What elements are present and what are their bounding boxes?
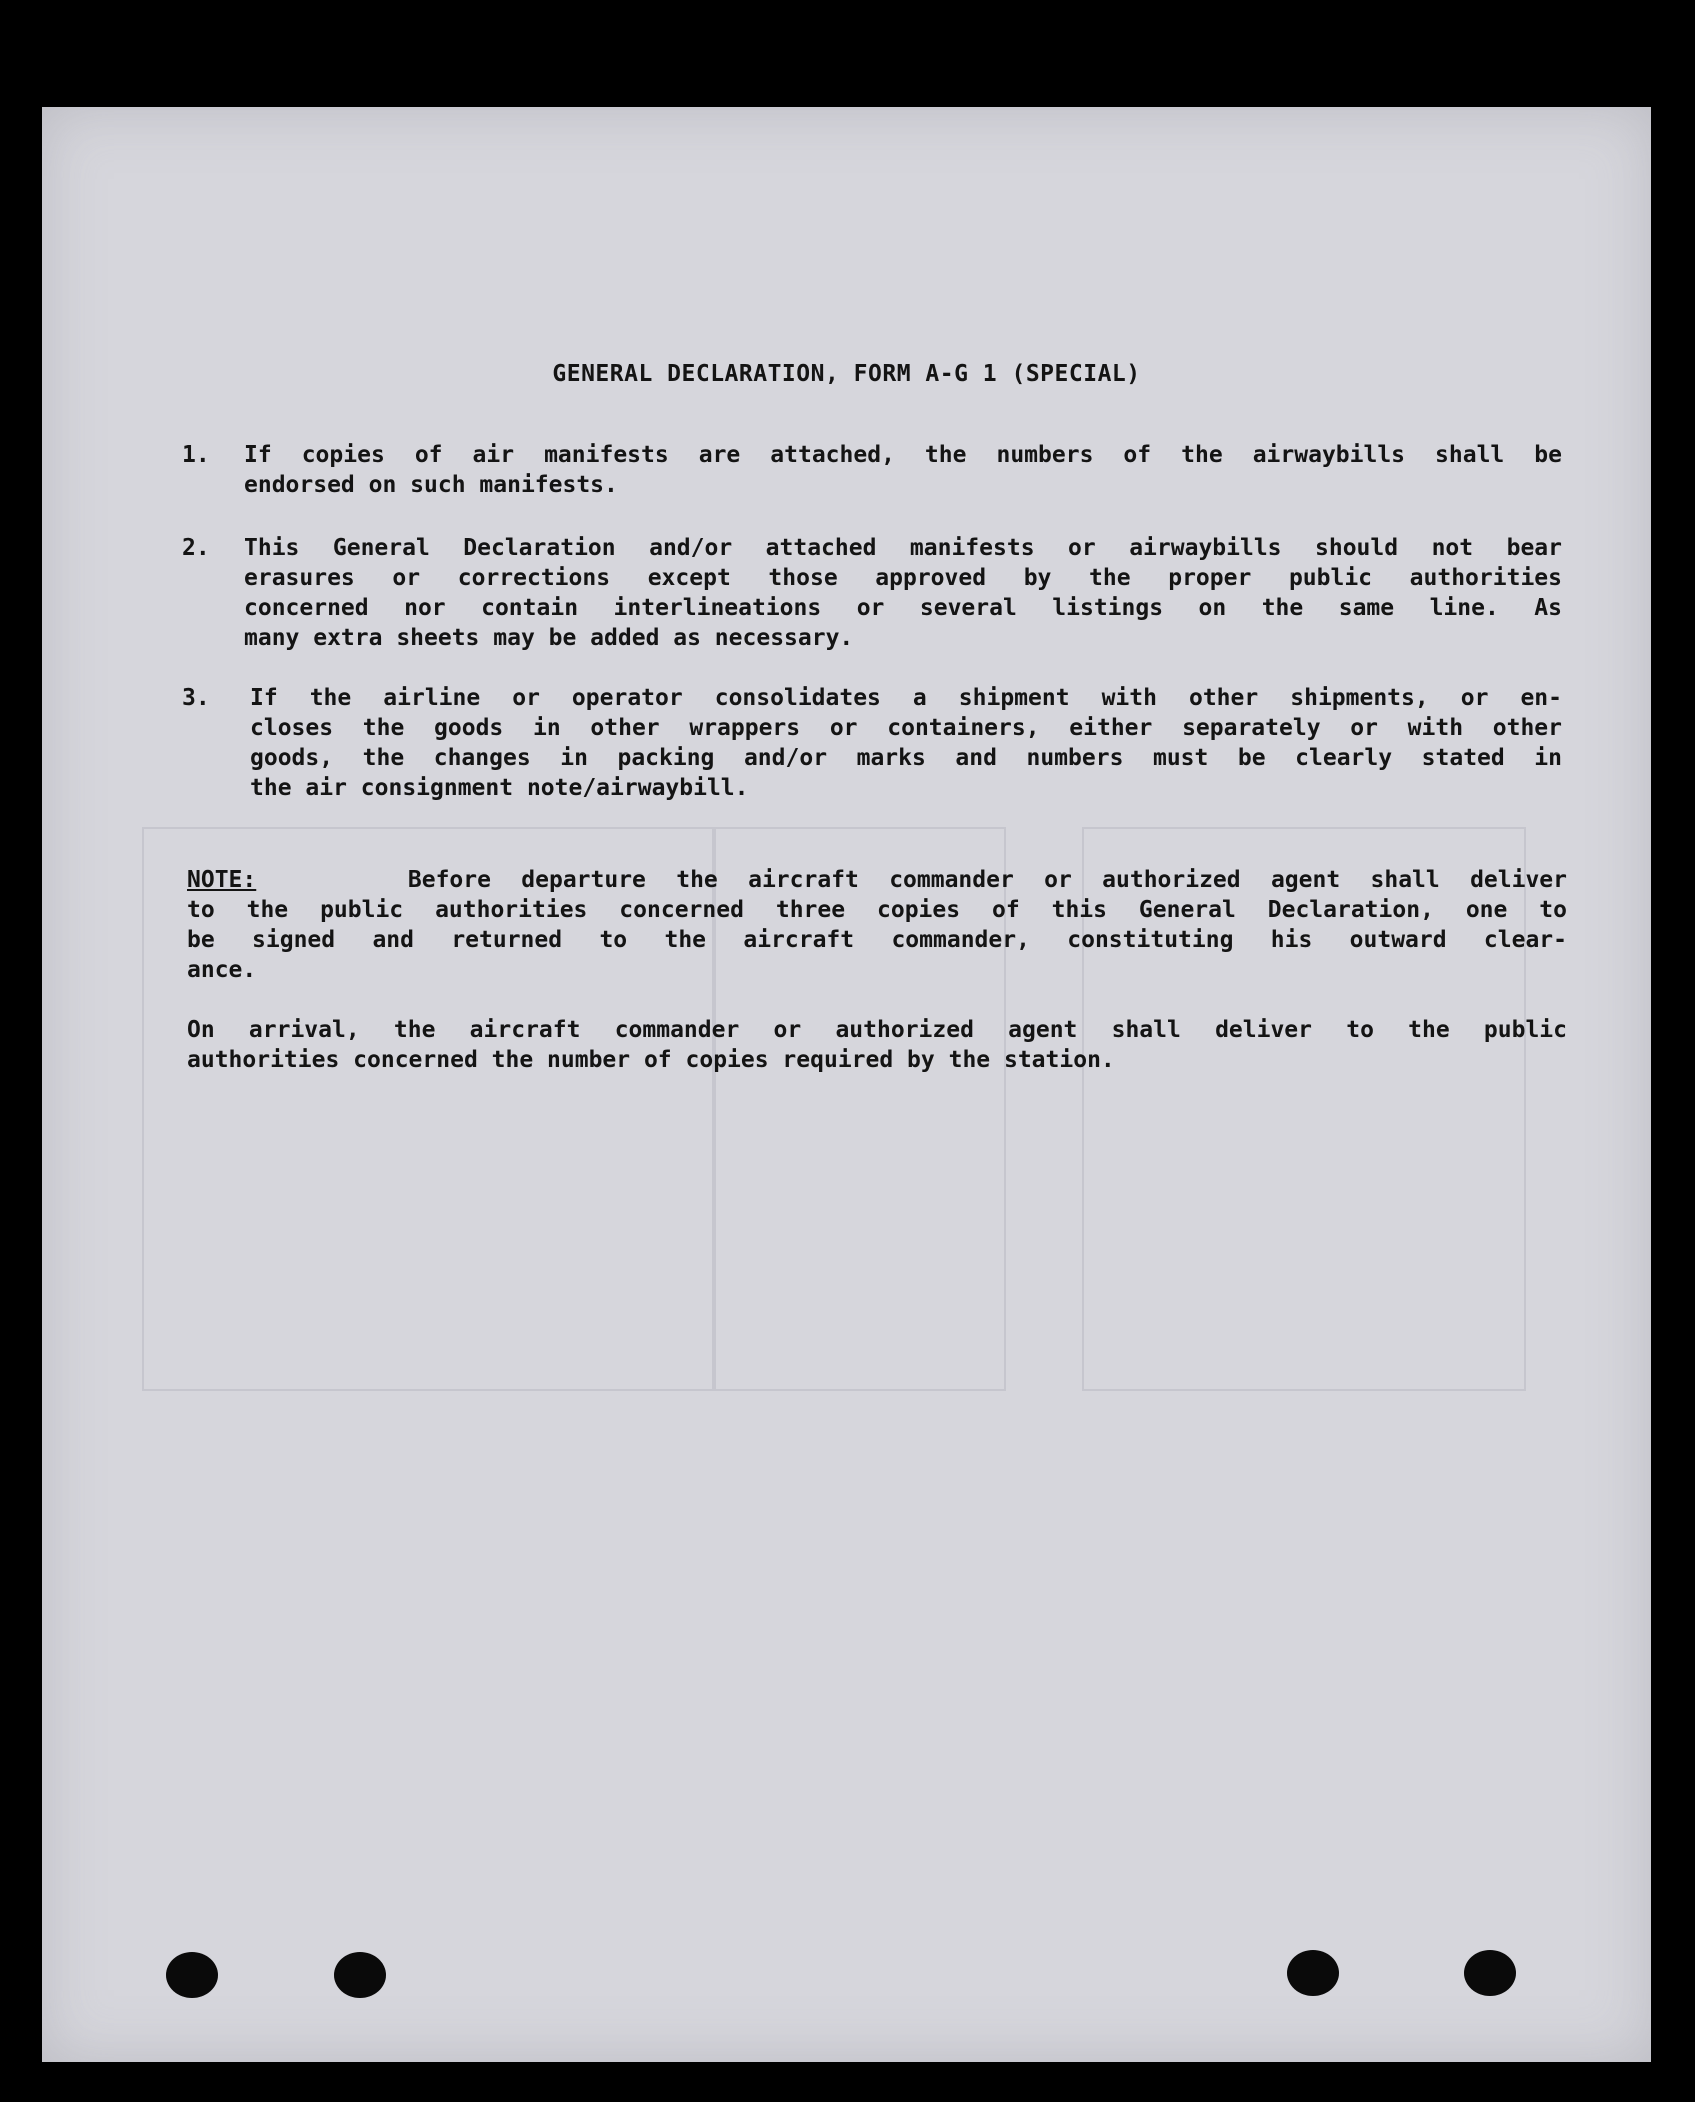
text-line: ance. xyxy=(187,957,257,983)
text-line: If copies of air manifests are attached, the numbers of the airwaybills shall be xyxy=(244,442,1562,468)
punch-hole xyxy=(1287,1950,1339,1996)
text-line: authorities concerned the number of copies required by the station. xyxy=(187,1047,1115,1073)
text-line: be signed and returned to the aircraft commander, constituting his outward clear- xyxy=(187,927,1567,953)
text-line: erasures or corrections except those approved by the proper public authorities xyxy=(244,565,1562,591)
punch-hole xyxy=(1464,1950,1516,1996)
punch-hole xyxy=(166,1952,218,1998)
punch-hole xyxy=(334,1952,386,1998)
document-page xyxy=(42,107,1651,2062)
list-item-number: 1. xyxy=(182,442,210,468)
text-line: On arrival, the aircraft commander or authorized agent shall deliver to the public xyxy=(187,1017,1567,1043)
text-line: This General Declaration and/or attached manifests or airwaybills should not bear xyxy=(244,535,1562,561)
arrival-paragraph xyxy=(187,1015,1567,1075)
note-first-line xyxy=(187,865,1567,895)
list-item-text xyxy=(250,683,1562,803)
text-line: concerned nor contain interlineations or several listings on the same line. As xyxy=(244,595,1562,621)
text-line: endorsed on such manifests. xyxy=(244,472,618,498)
text-line: to the public authorities concerned three copies of this General Declaration, one to xyxy=(187,897,1567,923)
text-line: goods, the changes in packing and/or marks and numbers must be clearly stated in xyxy=(250,745,1562,771)
note-paragraph xyxy=(187,865,1567,985)
text-line: many extra sheets may be added as necessary. xyxy=(244,625,854,651)
note-label: NOTE: xyxy=(187,867,257,893)
list-item-number: 2. xyxy=(182,535,210,561)
page-title: GENERAL DECLARATION, FORM A-G 1 (SPECIAL) xyxy=(552,361,1141,387)
text-line: closes the goods in other wrappers or containers, either separately or with other xyxy=(250,715,1562,741)
text-line: the air consignment note/airwaybill. xyxy=(250,775,749,801)
note-first-line-text: Before departure the aircraft commander or authorized agent shall deliver xyxy=(407,867,1567,893)
list-item-text xyxy=(244,440,1562,500)
text-line: If the airline or operator consolidates a shipment with other shipments, or en- xyxy=(250,685,1562,711)
list-item-number: 3. xyxy=(182,685,210,711)
list-item-text xyxy=(244,533,1562,653)
